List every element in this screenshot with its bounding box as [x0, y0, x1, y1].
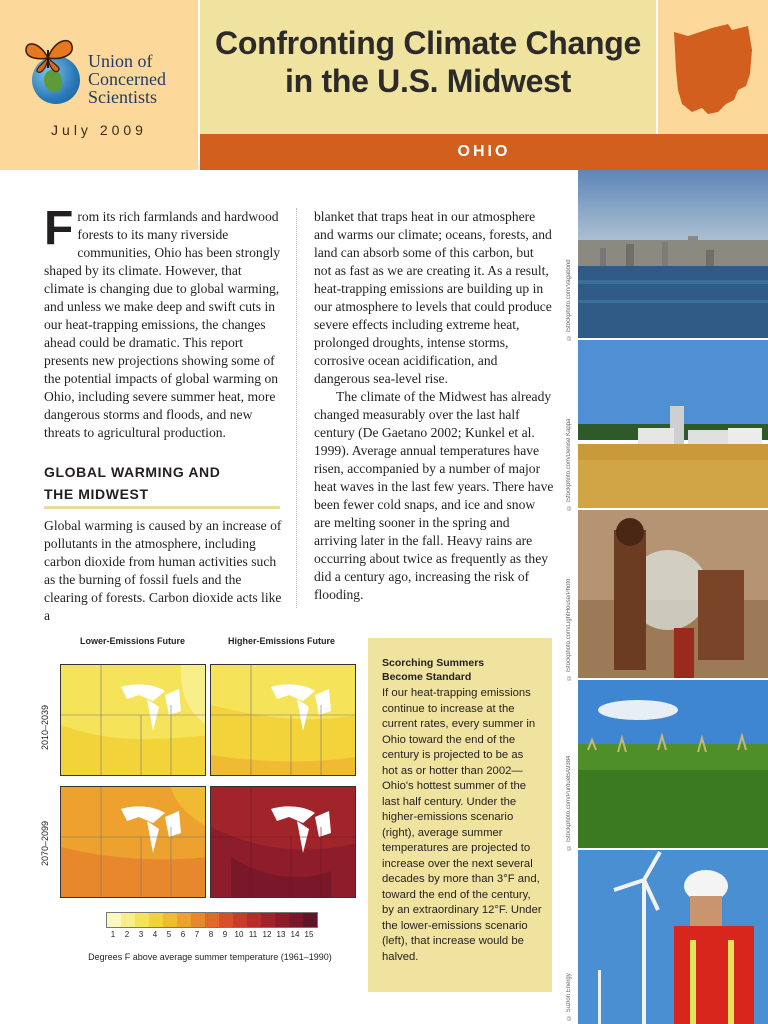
map-column-label-higher: Higher-Emissions Future [228, 636, 336, 646]
sidebar-title-line-1: Scorching Summers [382, 657, 485, 669]
photo-corn [578, 680, 768, 848]
org-line-3: Scientists [88, 87, 158, 107]
map-row-label-late: 2070–2099 [40, 820, 50, 866]
legend-value: 8 [208, 930, 214, 939]
legend-swatch [219, 913, 233, 927]
intro-paragraph [44, 202, 282, 442]
legend-value: 3 [138, 930, 144, 939]
legend-swatch [191, 913, 205, 927]
col2-paragraph-1: blanket that traps heat in our atmosphere and warms our climate; oceans, forests, and land can absorb some of this carbon, but not as fast as we are creating it. As a result, heat-trapping emissions are building up in our atmosphere to levels that could produce severe effects including extreme heat, prolonged droughts, intense storms, corrosive ocean acidification, and dangerous sea-level rise. [314, 209, 552, 386]
legend-value: 6 [180, 930, 186, 939]
legend-swatch [275, 913, 289, 927]
photo-credit-4: © iStockphoto.com/PurdueBA9384 [566, 755, 572, 850]
photo-hydrant [578, 510, 768, 678]
ohio-state-map [668, 20, 756, 118]
legend-value: 9 [222, 930, 228, 939]
map-higher-early [210, 664, 356, 776]
temperature-legend [106, 912, 318, 928]
map-row-label-early: 2010–2039 [40, 704, 50, 750]
legend-value: 1 [110, 930, 116, 939]
sidebar-title [382, 656, 542, 684]
photo-wind-worker [578, 850, 768, 1024]
legend-value: 10 [234, 930, 244, 939]
map-column-label-lower: Lower-Emissions Future [80, 636, 186, 646]
butterfly-icon [20, 36, 76, 76]
state-banner [198, 134, 768, 170]
state-label: OHIO [457, 143, 511, 160]
column-two [314, 208, 554, 604]
map-higher-late [210, 786, 356, 898]
column-divider [296, 208, 297, 608]
legend-swatch [149, 913, 163, 927]
org-name [88, 52, 166, 106]
ucs-logo [20, 36, 190, 116]
section-paragraph: Global warming is caused by an increase of pollutants in the atmosphere, including carbon dioxide from human activities such as the burning of fossil fuels and the clearing of forests. Carbon dioxide acts like a [44, 518, 282, 623]
sidebar-text: If our heat-trapping emissions continue to increase at the current rates, every summer in Ohio toward the end of the century is projected to be as hot as or hotter than 2002—Ohio's hottest summer of the last half century. Under the higher-emissions scenario (right), average summer temperatures are projected to increase over the next several decades by more than 3°F and, toward the end of the century, by an extraordinary 12°F. Under the lower-emissions scenario (left), that increase would be halved. [382, 687, 542, 963]
photo-credit-3: © iStockphoto.com/LightHouse/Photo [566, 578, 572, 680]
legend-value: 15 [304, 930, 314, 939]
legend-swatch [289, 913, 303, 927]
legend-swatch [135, 913, 149, 927]
heading-rule [44, 506, 280, 509]
col2-paragraph-2: The climate of the Midwest has already changed measurably over the last half century (De Gaetano 2002; Kunkel et al. 1999). Average annual temperatures have risen, accompanied by a number of major heat waves in the last few years. There have been fewer cold snaps, and ice and snow are melting sooner in the spring and arriving later in the fall. Heavy rains are occurring about twice as frequently as they did a century ago, increasing the risk of flooding. [314, 389, 554, 602]
publication-date: July 2009 [51, 122, 147, 138]
legend-swatch [303, 913, 317, 927]
legend-value: 14 [290, 930, 300, 939]
legend-swatch [247, 913, 261, 927]
legend-swatch [233, 913, 247, 927]
legend-swatch [107, 913, 121, 927]
org-line-2: Concerned [88, 69, 166, 89]
title-line-1: Confronting Climate Change [215, 25, 641, 61]
sidebar-title-line-2: Become Standard [382, 671, 472, 683]
org-line-1: Union of [88, 51, 153, 71]
heading-line-2: THE MIDWEST [44, 486, 149, 502]
map-lower-early [60, 664, 206, 776]
legend-swatch [163, 913, 177, 927]
legend-swatch [261, 913, 275, 927]
photo-farm [578, 340, 768, 508]
title-line-2: in the U.S. Midwest [285, 63, 571, 99]
legend-value: 4 [152, 930, 158, 939]
intro-text: rom its rich farmlands and hardwood forests to its many riverside communities, Ohio has been strongly shaped by its climate. However, that climate is changing due to global warming, and unless we make deep and swift cuts in our heat-trapping emissions, the changes ahead could be dramatic. This report presents new projections showing some of the potential impacts of global warming on Ohio, including severe summer heat, more dangerous storms and floods, and new threats to agricultural production. [44, 209, 281, 440]
photo-city-skyline [578, 170, 768, 338]
legend-caption: Degrees F above average summer temperature (1961–1990) [88, 952, 332, 962]
heading-line-1: GLOBAL WARMING AND [44, 464, 221, 480]
section-heading [44, 461, 280, 505]
legend-value: 11 [248, 930, 258, 939]
sidebar-box [368, 638, 552, 992]
photo-credit-5: © Suzlon Energy [566, 973, 572, 1020]
legend-value: 7 [194, 930, 200, 939]
legend-value: 13 [276, 930, 286, 939]
map-lower-late [60, 786, 206, 898]
legend-swatch [121, 913, 135, 927]
legend-value: 12 [262, 930, 272, 939]
photo-credit-2: © iStockphoto.com/Denise Kappa [566, 418, 572, 510]
photo-credit-1: © iStockphoto.com/Vagabond [566, 259, 572, 340]
legend-value: 2 [124, 930, 130, 939]
drop-cap: F [44, 202, 74, 255]
legend-value: 5 [166, 930, 172, 939]
legend-values [106, 930, 316, 939]
legend-swatch [177, 913, 191, 927]
legend-swatch [205, 913, 219, 927]
page-title [200, 24, 656, 100]
